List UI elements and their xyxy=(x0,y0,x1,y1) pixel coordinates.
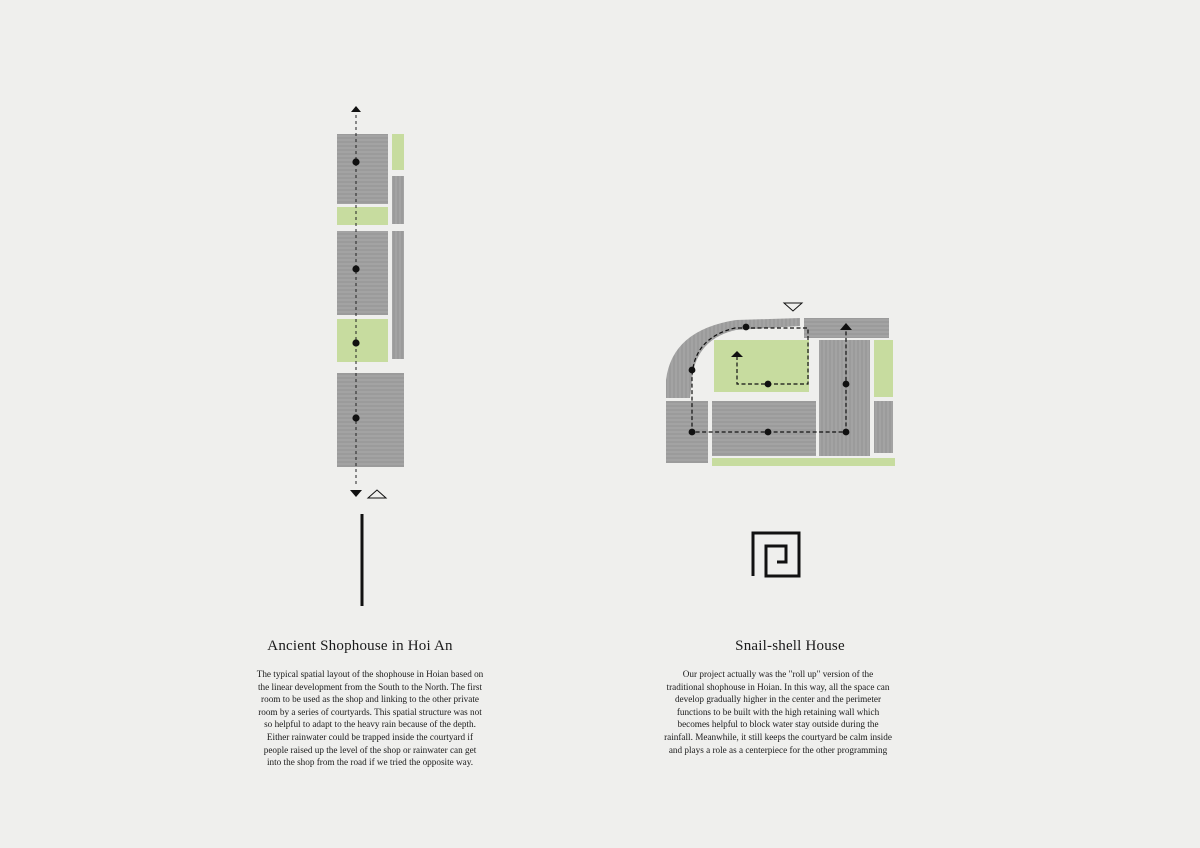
right-description xyxy=(628,668,928,756)
left-line: room to be used as the shop and linking to the other private xyxy=(261,694,479,705)
courtyard-2 xyxy=(337,319,388,362)
right-line: and plays a role as a centerpiece for the other programming xyxy=(668,744,888,755)
path-node xyxy=(352,339,359,346)
path-node xyxy=(352,158,359,165)
side-roof-block-2 xyxy=(392,231,404,359)
left-title: Ancient Shophouse in Hoi An xyxy=(267,638,453,654)
path-node xyxy=(689,429,696,436)
left-line: The typical spatial layout of the shophouse in Hoian based on xyxy=(256,669,484,679)
shop-roof-block-2 xyxy=(337,231,388,315)
square-spiral-icon xyxy=(753,533,799,576)
left-description xyxy=(220,668,520,769)
north-arrow-icon xyxy=(351,106,361,112)
left-line: Either rainwater could be trapped inside the courtyard if xyxy=(266,731,474,742)
shop-roof-block-3 xyxy=(337,373,404,467)
path-node xyxy=(689,367,696,374)
right-line: Our project actually was the "roll up" version of the xyxy=(682,669,874,679)
south-arrow-icon xyxy=(350,490,362,497)
bottom-courtyard-strip xyxy=(712,458,895,466)
path-node xyxy=(765,381,772,388)
left-line: into the shop from the road if we tried the opposite way. xyxy=(266,757,474,768)
path-node xyxy=(843,381,850,388)
path-node xyxy=(352,414,359,421)
path-node xyxy=(743,324,750,331)
path-node xyxy=(843,429,850,436)
shop-roof-block-1 xyxy=(337,134,388,204)
right-roof-block xyxy=(819,340,870,456)
entry-triangle-icon xyxy=(368,490,386,498)
right-title: Snail-shell House xyxy=(735,638,845,654)
right-edge-roof xyxy=(874,401,893,453)
side-courtyard xyxy=(392,134,404,170)
shophouse-plan xyxy=(337,106,404,606)
courtyard-1 xyxy=(337,207,388,225)
path-node xyxy=(765,429,772,436)
right-line: rainfall. Meanwhile, it still keeps the courtyard be calm inside xyxy=(664,731,892,742)
right-line: functions to be built with the high retaining wall which xyxy=(676,706,880,717)
bottom-roof-block xyxy=(712,401,816,456)
left-line: room by a series of courtyards. This spatial structure was not xyxy=(258,706,482,717)
right-line: develop gradually higher in the center and the perimeter xyxy=(674,694,882,705)
entry-triangle-icon xyxy=(784,303,802,311)
left-roof-block xyxy=(666,401,708,463)
right-line: traditional shophouse in Hoian. In this way, all the space can xyxy=(666,681,890,692)
left-line: the linear development from the South to the North. The first xyxy=(257,681,483,692)
left-line: people raised up the level of the shop or rainwater can get xyxy=(263,744,477,755)
snail-shell-plan xyxy=(666,303,895,576)
left-line: so helpful to adapt to the heavy rain because of the depth. xyxy=(264,719,476,730)
right-line: becomes helpful to block water stay outside during the xyxy=(677,719,879,730)
path-node xyxy=(352,265,359,272)
right-courtyard xyxy=(874,340,893,397)
side-roof-block-1 xyxy=(392,176,404,224)
